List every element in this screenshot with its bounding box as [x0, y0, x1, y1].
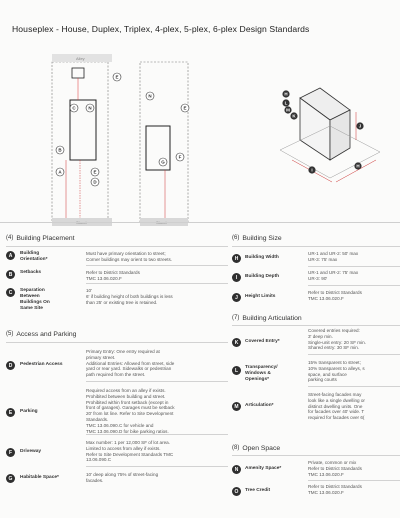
svg-text:D: D: [93, 179, 97, 185]
desc-tree-credit: Refer to District Standards TMC 13.06.020.F: [308, 484, 362, 495]
svg-text:N: N: [148, 93, 152, 99]
desc-driveway: Max number: 1 per 12,000 SF of lot area. Limited to access from alley if exists. Refer to Site Development Standards TMC 13.06.090.C: [86, 440, 174, 463]
badge-i: I: [232, 273, 241, 282]
marker-e-2: [181, 104, 189, 112]
marker-e-top: [113, 73, 121, 81]
svg-text:N: N: [88, 105, 92, 111]
marker-c: [70, 104, 78, 112]
desc-transparency: 15% transparent to street; 10% transparent to alleys, s space, and surface parking courts: [308, 360, 365, 383]
svg-text:H: H: [284, 91, 288, 97]
marker-n-2: [146, 92, 154, 100]
badge-h: H: [232, 254, 241, 263]
desc-pedestrian-access: Primary Entry: One entry required at primary street. Additional Entries: Allowed from street, side yard or rear yard. Sidewalks or pedestrian path required from the street.: [86, 349, 175, 378]
lot-outline-2: [140, 62, 188, 222]
item-height-limits: [232, 290, 400, 302]
label-height-limits: Height Limits: [245, 294, 276, 299]
marker-h-2: [354, 162, 361, 169]
badge-a: A: [6, 251, 15, 260]
label-transparency: Transparency/ Windows & Openings*: [245, 365, 278, 382]
marker-i: [308, 166, 315, 173]
desc-habitable-space: 10' deep along 75% of street-facing facades.: [86, 472, 159, 483]
marker-m: [284, 106, 291, 113]
label-covered-entry: Covered Entry*: [245, 339, 280, 344]
label-building-depth: Building Depth: [245, 274, 280, 279]
accessory-building: [72, 68, 84, 78]
marker-g: [159, 158, 167, 166]
desc-building-depth: UR-1 and UR-2: 75' max UR-3: 90': [308, 270, 359, 281]
marker-n-1: [86, 104, 94, 112]
site-diagram: [0, 40, 400, 230]
badge-n: N: [232, 465, 241, 474]
desc-parking: Required access from an alley if exists. Prohibited between building and street. Prohibited within front setback (except in front of garages). Garages must be setback 20' from lot line. Refer to Site Development Standards. TMC 13.06.090.C for vehicle and TMC 13.06.090.D for bike parking ratios.: [86, 388, 175, 434]
section-heading-size: (6) Building Size: [232, 234, 282, 242]
marker-d: [91, 178, 99, 186]
label-habitable-space: Habitable Space*: [20, 475, 59, 480]
svg-text:I: I: [311, 167, 313, 173]
desc-articulation: Street-facing facades may look like a single dwelling or distinct dwelling units. One for facades over 40' wide. T required for facades over 6(: [308, 392, 365, 421]
badge-e: E: [6, 408, 15, 417]
svg-text:G: G: [161, 159, 165, 165]
svg-text:M: M: [286, 107, 290, 113]
desc-building-width: UR-1 and UR-2: 50' max UR-3: 75' max: [308, 251, 359, 262]
item-building-depth: [232, 270, 400, 282]
label-building-orientation: Building Orientation*: [20, 251, 48, 262]
section-heading-placement: (4) Building Placement: [6, 234, 75, 242]
item-transparency: [232, 360, 400, 383]
desc-separation: 10' 6' if building height of both buildings is less than 25' or existing tree is retained.: [86, 288, 173, 305]
badge-f: F: [6, 448, 15, 457]
item-parking: [6, 388, 228, 434]
svg-text:E: E: [93, 169, 97, 175]
label-separation: Separation Between Buildings On Same Site: [20, 288, 50, 311]
badge-m: M: [232, 402, 241, 411]
badge-l: L: [232, 366, 241, 375]
svg-text:E: E: [183, 105, 187, 111]
marker-e-3: [91, 168, 99, 176]
label-driveway: Driveway: [20, 449, 42, 454]
section-heading-articulation: (7) Building Articulation: [232, 314, 302, 322]
badge-g: G: [6, 474, 15, 483]
desc-amenity-space: Private, common or mix Refer to District Standards TMC 13.06.020.F: [308, 460, 362, 477]
svg-text:K: K: [292, 113, 296, 119]
item-articulation: [232, 392, 400, 421]
badge-k: K: [232, 338, 241, 347]
svg-text:H: H: [356, 163, 360, 169]
building-3d-illustration: [280, 88, 380, 182]
label-amenity-space: Amenity Space*: [245, 466, 282, 471]
page-title: Houseplex - House, Duplex, Triplex, 4-plex, 5-plex, 6-plex Design Standards: [12, 24, 310, 34]
label-setbacks: Setbacks: [20, 270, 42, 275]
svg-text:L: L: [284, 100, 288, 106]
marker-k: [290, 112, 297, 119]
alley-label-1: Alley: [76, 56, 85, 61]
item-setbacks: [6, 270, 228, 279]
svg-text:A: A: [58, 169, 62, 175]
marker-a: [56, 168, 64, 176]
desc-covered-entry: Covered entries required: 3' deep min. Single-unit entry: 20 SF min. Shared entry: 30 SF min.: [308, 328, 366, 351]
item-building-orientation: [6, 251, 228, 260]
svg-text:E: E: [115, 74, 119, 80]
desc-height-limits: Refer to District Standards TMC 13.06.020.F: [308, 290, 362, 301]
badge-d: D: [6, 361, 15, 370]
badge-o: O: [232, 487, 241, 496]
marker-f: [176, 153, 184, 161]
item-tree-credit: [232, 484, 400, 496]
item-building-width: [232, 251, 400, 263]
item-habitable-space: [6, 472, 228, 483]
marker-j: [356, 122, 363, 129]
label-pedestrian-access: Pedestrian Access: [20, 362, 63, 367]
marker-h: [282, 90, 289, 97]
label-articulation: Articulation*: [245, 403, 274, 408]
badge-c: C: [6, 288, 15, 297]
svg-text:F: F: [178, 154, 182, 160]
label-building-width: Building Width: [245, 255, 279, 260]
item-pedestrian-access: [6, 349, 228, 378]
item-amenity-space: [232, 460, 400, 477]
item-driveway: [6, 440, 228, 463]
badge-b: B: [6, 270, 15, 279]
item-covered-entry: [232, 328, 400, 351]
section-heading-open-space: (8) Open Space: [232, 444, 281, 452]
svg-text:B: B: [58, 147, 62, 153]
label-parking: Parking: [20, 409, 38, 414]
marker-b: [56, 146, 64, 154]
badge-j: J: [232, 293, 241, 302]
item-separation: [6, 288, 228, 311]
desc-building-orientation: Must have primary orientation to street; Corner buildings may orient to two streets.: [86, 251, 173, 262]
label-tree-credit: Tree Credit: [245, 488, 271, 493]
section-divider: [0, 222, 400, 223]
svg-text:C: C: [72, 105, 76, 111]
desc-setbacks: Refer to District Standards TMC 13.06.020.F: [86, 270, 140, 281]
section-heading-access: (5) Access and Parking: [6, 330, 77, 338]
svg-text:J: J: [358, 123, 362, 129]
marker-l: [282, 99, 289, 106]
